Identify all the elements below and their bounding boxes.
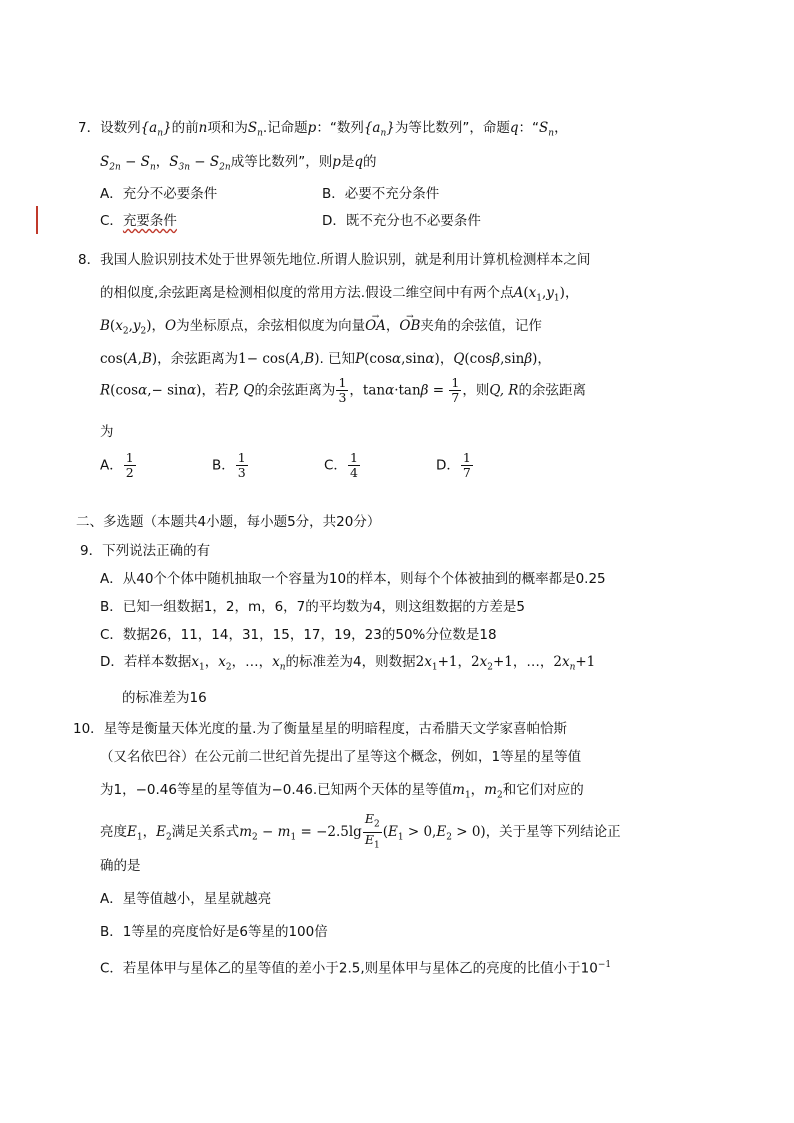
q9-option-c: C．数据26，11，14，31，15，17，19，23的50%分位数是18 bbox=[100, 627, 497, 643]
q9-option-b: B．已知一组数据1，2，m，6，7的平均数为4，则这组数据的方差是5 bbox=[100, 599, 525, 615]
section-header: 二、多选题（本题共4小题，每小题5分，共20分） bbox=[76, 514, 381, 530]
q7-option-b: B．必要不充分条件 bbox=[322, 186, 440, 202]
q10-option-a: A．星等值越小，星星就越亮 bbox=[100, 891, 272, 907]
q8-line3: $B(x_2,y_2)$，O为坐标原点，余弦相似度为向量→ OA，→ OB夹角的余弦值，记作 bbox=[100, 316, 542, 342]
q8-line5: R(cosα,− sinα)，若P, Q的余弦距离为 $\frac{1}{3}$ ，tanα·tanβ = $\frac{1}{7}$ ，则Q, R的余弦距离 bbox=[100, 375, 586, 405]
q8-option-a: A． $\frac{1}{2}$ bbox=[100, 450, 134, 480]
q8-option-b: B． $\frac{1}{3}$ bbox=[212, 450, 246, 480]
q7-option-c: C．充要条件 bbox=[100, 213, 177, 229]
q7-line2: $S_{2n} - S_n$，$S_{3n} - S_{2n}$成等比数列”，则p是q的 bbox=[100, 154, 377, 173]
q7-option-a: A．充分不必要条件 bbox=[100, 186, 218, 202]
q9-stem: 9．下列说法正确的有 bbox=[80, 543, 211, 559]
q8-line6: 为 bbox=[100, 424, 114, 440]
q8-line2: 的相似度,余弦距离是检测相似度的常用方法.假设二维空间中有两个点$A(x_1,y_1)$， bbox=[100, 285, 579, 304]
q7-option-d: D．既不充分也不必要条件 bbox=[322, 213, 481, 229]
q10-line5: 确的是 bbox=[100, 858, 141, 874]
q10-option-c: C．若星体甲与星体乙的星等值的差小于2.5,则星体甲与星体乙的亮度的比值小于$10^{-1}$ bbox=[100, 960, 612, 977]
q9-option-d-cont: 的标准差为16 bbox=[122, 690, 207, 706]
q8-line1: 8．我国人脸识别技术处于世界领先地位.所谓人脸识别，就是利用计算机检测样本之间 bbox=[78, 252, 591, 268]
q7-number: 7． bbox=[78, 120, 101, 136]
q10-line2: （又名依巴谷）在公元前二世纪首先提出了星等这个概念，例如，1等星的星等值 bbox=[100, 749, 582, 765]
q10-line1: 10．星等是衡量天体光度的量.为了衡量星星的明暗程度，古希腊天文学家喜帕恰斯 bbox=[73, 721, 567, 737]
q10-option-b: B．1等星的亮度恰好是6等星的100倍 bbox=[100, 924, 328, 940]
q9-option-d: D．若样本数据$x_1$，$x_2$，…，$x_n$的标准差为4，则数据$2x_1+1$，$2x_2+1$，…，$2x_n+1$ bbox=[100, 654, 596, 673]
margin-mark bbox=[36, 206, 38, 234]
q10-line3: 为1，−0.46等星的星等值为−0.46.已知两个天体的星等值$m_1$，$m_2$和它们对应的 bbox=[100, 782, 584, 801]
q10-line4: 亮度$E_1$，$E_2$满足关系式$m_2 - m_1 = -2.5\lg$ $\frac{E_2}{E_1}$ $(E_1 > 0,E_2 > 0)$，关于星等下列结论正 bbox=[100, 811, 621, 850]
q9-option-a: A．从40个个体中随机抽取一个容量为10的样本，则每个个体被抽到的概率都是0.25 bbox=[100, 571, 606, 587]
q8-option-d: D． $\frac{1}{7}$ bbox=[436, 450, 471, 480]
q8-option-c: C． $\frac{1}{4}$ bbox=[324, 450, 358, 480]
q7-line1: 7．设数列$\{a_n\}$的前n项和为$S_n$.记命题p：“数列$\{a_n\}$为等比数列”，命题q：“$S_n$， bbox=[78, 120, 568, 139]
q8-line4: cos(A,B)，余弦距离为1− cos(A,B). 已知P(cosα,sinα)，Q(cosβ,sinβ)， bbox=[100, 351, 551, 367]
